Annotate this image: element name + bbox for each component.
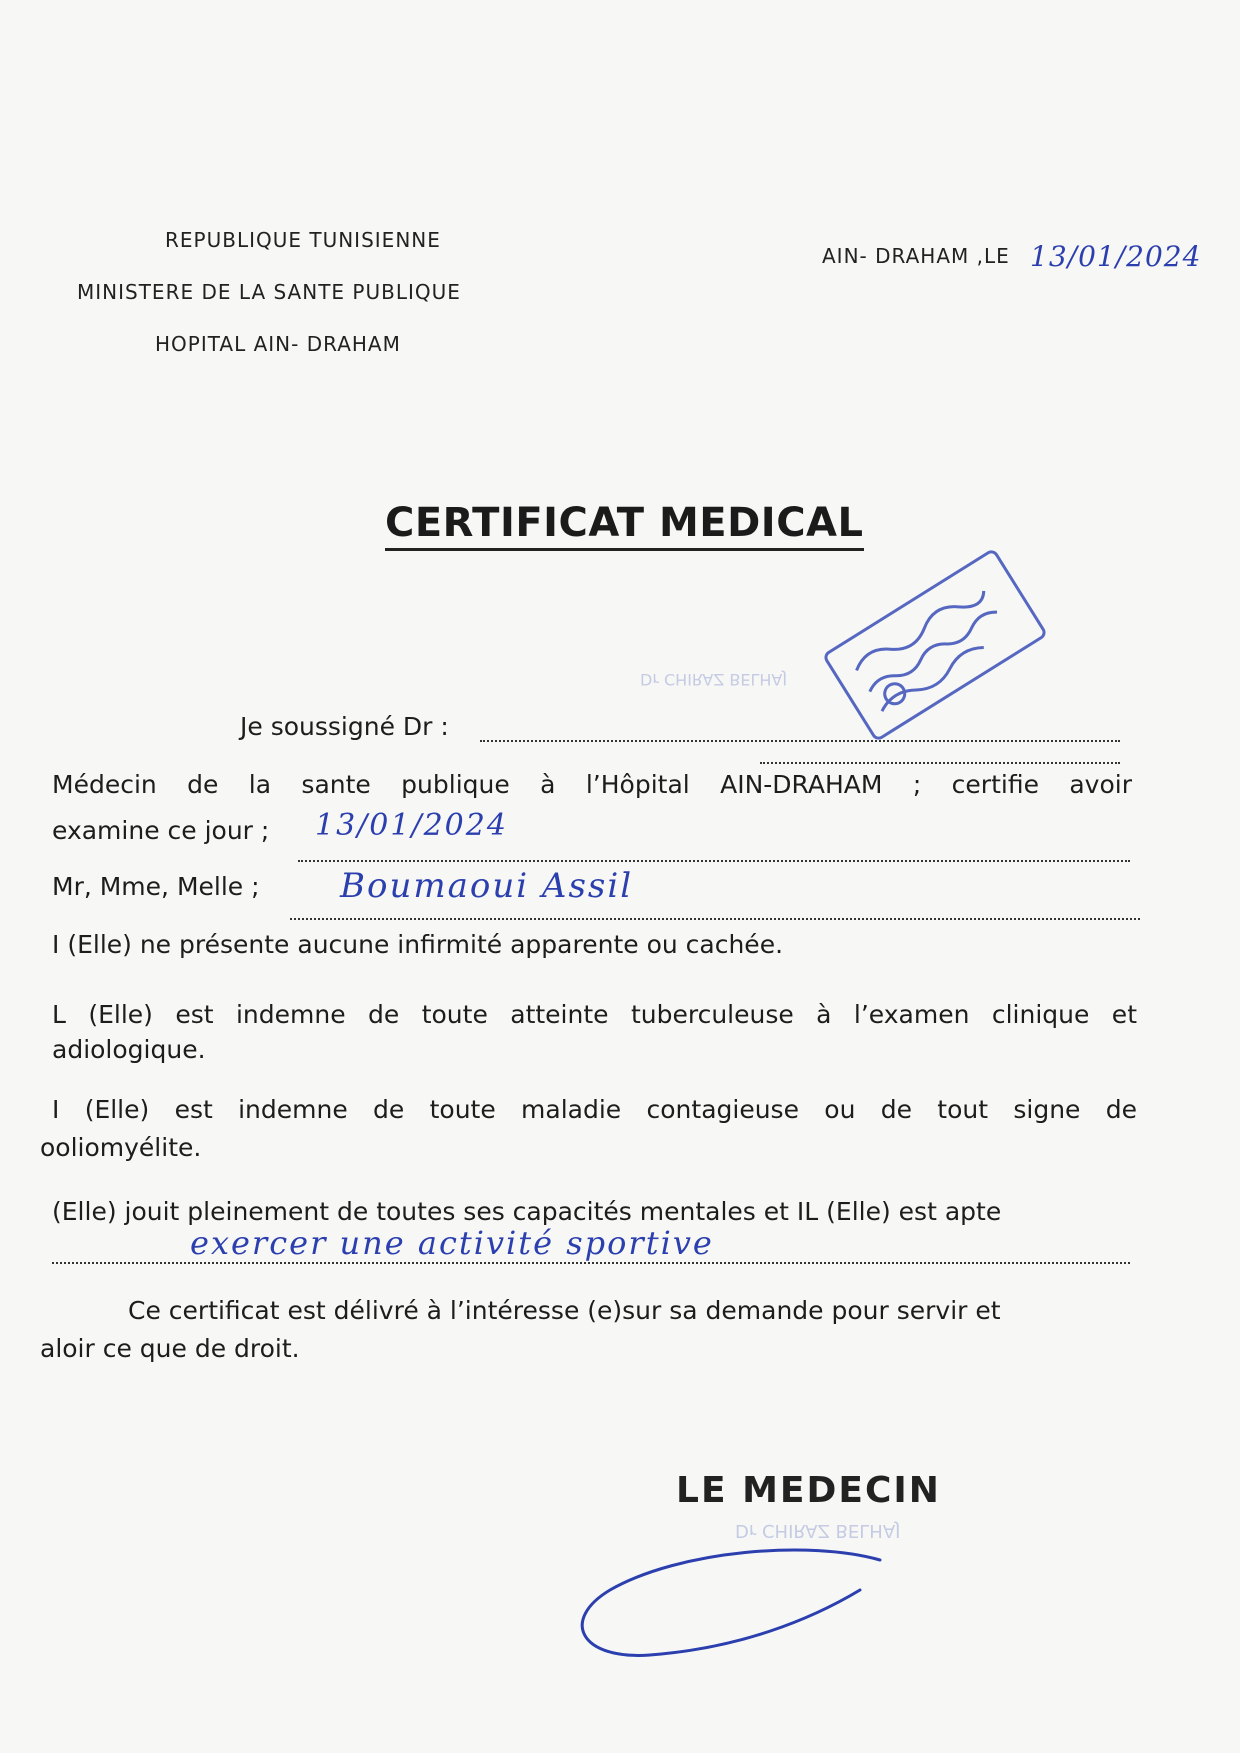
exam-date-label: examine ce jour ;	[52, 816, 270, 845]
contagious-statement-line2: ooliomyélite.	[40, 1133, 202, 1162]
exam-date-handwritten: 13/01/2024	[315, 808, 508, 843]
mental-capacity-statement: (Elle) jouit pleinement de toutes ses capacités mentales et IL (Elle) est apte	[52, 1197, 1002, 1226]
handwritten-date: 13/01/2024	[1030, 240, 1202, 273]
faded-stamp-top: Dr CHIRAZ BELHAJ	[640, 670, 788, 689]
header-republic: REPUBLIQUE TUNISIENNE	[165, 228, 441, 252]
document-title: CERTIFICAT MEDICAL	[385, 500, 864, 551]
place-date-label: AIN- DRAHAM ,LE	[822, 244, 1010, 268]
tb-statement-line1: L (Elle) est indemne de toute atteinte tuberculeuse à l’examen clinique et	[52, 1000, 1137, 1029]
exam-date-dotted-line	[298, 860, 1130, 862]
patient-name-handwritten: Boumaoui Assil	[340, 866, 634, 906]
delivery-statement-line2: aloir ce que de droit.	[40, 1334, 300, 1363]
signature-label: LE MEDECIN	[676, 1470, 941, 1511]
infirmity-statement: I (Elle) ne présente aucune infirmité apparente ou cachée.	[52, 930, 784, 959]
doctor-label: Je soussigné Dr :	[240, 712, 449, 741]
practitioner-line: Médecin de la sante publique à l’Hôpital AIN-DRAHAM ; certifie avoir	[52, 770, 1132, 799]
header-ministry: MINISTERE DE LA SANTE PUBLIQUE	[77, 280, 461, 304]
faded-stamp-bottom: Dr CHIRAZ BELHAJ	[735, 1520, 901, 1541]
official-stamp	[815, 545, 1055, 745]
patient-dotted-line	[290, 918, 1140, 920]
header-hospital: HOPITAL AIN- DRAHAM	[155, 332, 401, 356]
aptitude-handwritten: exercer une activité sportive	[190, 1224, 714, 1262]
doctor-dotted-line-2	[760, 762, 1120, 764]
contagious-statement-line1: I (Elle) est indemne de toute maladie contagieuse ou de tout signe de	[52, 1095, 1137, 1124]
delivery-statement-line1: Ce certificat est délivré à l’intéresse (e)sur sa demande pour servir et	[128, 1296, 1001, 1325]
doctor-signature	[560, 1530, 900, 1680]
doctor-dotted-line	[480, 740, 1120, 742]
aptitude-dotted-line	[52, 1262, 1130, 1264]
patient-label: Mr, Mme, Melle ;	[52, 872, 260, 901]
tb-statement-line2: adiologique.	[52, 1035, 206, 1064]
